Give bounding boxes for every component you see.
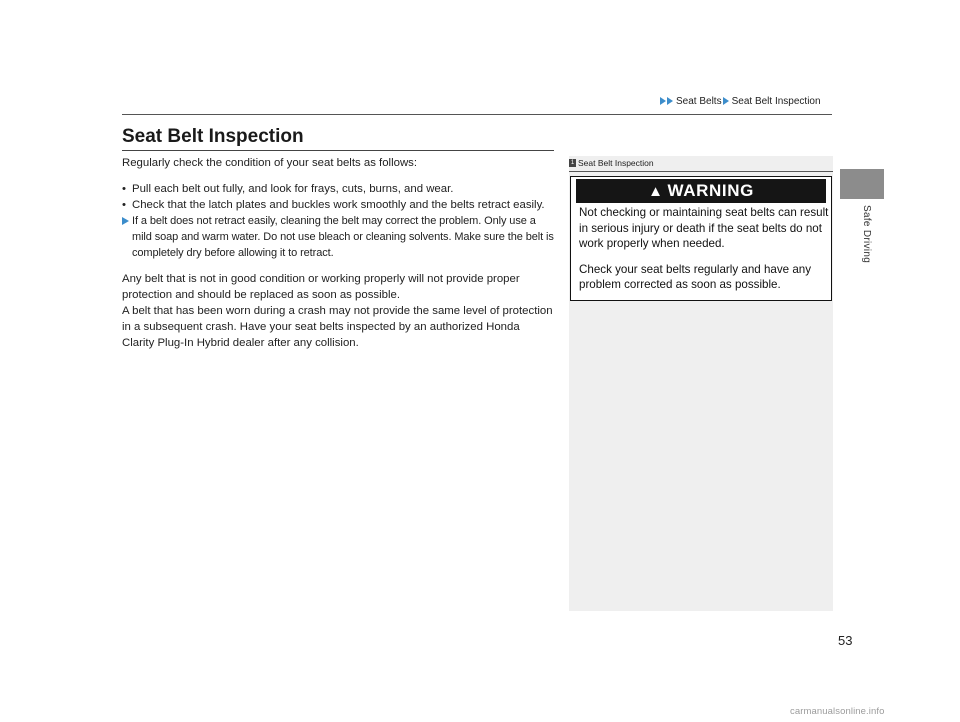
side-panel-divider	[569, 171, 833, 172]
warning-text-advice: Check your seat belts regularly and have any problem corrected as soon as possible.	[579, 262, 812, 291]
section-tab-label: Safe Driving	[861, 205, 872, 264]
breadcrumb-item-seat-belt-inspection[interactable]: Seat Belt Inspection	[731, 95, 821, 107]
breadcrumb-arrow-icon	[723, 97, 729, 105]
reference-number-badge: 1	[570, 160, 575, 166]
list-item	[122, 181, 554, 197]
bullet-icon: •	[122, 199, 126, 211]
intro-text: Regularly check the condition of your seat belts as follows:	[122, 157, 418, 169]
cleaning-note-text: If a belt does not retract easily, cleaning the belt may correct the problem. Only use a mild soap and warm water. Do not use bleach or cleaning solvents. Make sure the belt is completely dry before allowing it to retract.	[132, 215, 554, 259]
list-item-text: Pull each belt out fully, and look for frays, cuts, burns, and wear.	[132, 183, 454, 195]
warning-banner	[576, 179, 826, 203]
section-tab[interactable]	[840, 169, 884, 199]
warning-text	[579, 205, 829, 293]
replacement-paragraph: Any belt that is not in good condition or working properly will not provide proper protection and should be replaced as soon as possible.	[122, 273, 520, 301]
bullet-icon: •	[122, 183, 126, 195]
breadcrumb-arrow-icon	[667, 97, 673, 105]
side-panel-title: Seat Belt Inspection	[578, 158, 654, 168]
cleaning-note	[122, 213, 554, 261]
breadcrumb	[660, 94, 822, 108]
list-item	[122, 197, 554, 213]
inspection-list	[122, 181, 554, 213]
header-divider	[122, 114, 832, 115]
watermark: carmanualsonline.info	[790, 706, 885, 717]
list-item-text: Check that the latch plates and buckles work smoothly and the belts retract easily.	[132, 199, 545, 211]
title-divider	[122, 150, 554, 151]
warning-heading: WARNING	[667, 181, 754, 200]
warning-box	[570, 176, 832, 301]
side-panel	[569, 156, 833, 611]
collision-paragraph: A belt that has been worn during a crash may not provide the same level of protection in a subsequent crash. Have your seat belts inspected by an authorized Honda Clarity Plug-In Hybrid dealer after any collision.	[122, 305, 553, 349]
breadcrumb-arrow-icon	[660, 97, 666, 105]
page-title: Seat Belt Inspection	[122, 126, 304, 147]
main-content	[122, 155, 554, 351]
warning-text-consequence: Not checking or maintaining seat belts can result in serious injury or death if the seat belts do not work properly when needed.	[579, 206, 829, 250]
note-arrow-icon	[122, 217, 129, 225]
side-panel-header	[569, 156, 833, 170]
warning-triangle-icon: ▲	[648, 182, 664, 200]
page-number: 53	[838, 633, 853, 648]
breadcrumb-item-seat-belts[interactable]: Seat Belts	[676, 95, 722, 107]
